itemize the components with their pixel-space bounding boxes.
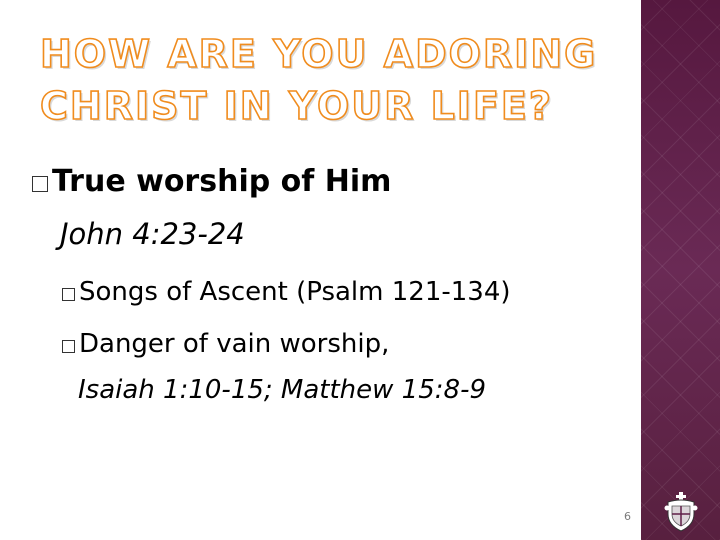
slide-title-line-1: HOW ARE YOU ADORING <box>40 32 598 76</box>
bullet-box-icon <box>62 288 75 301</box>
sub-bullet-2 <box>62 326 389 362</box>
sub-bullet-2-reference: Isaiah 1:10-15; Matthew 15:8-9 <box>78 375 486 405</box>
bullet-box-icon <box>62 340 75 353</box>
bullet-box-icon <box>32 176 48 192</box>
slide-title-line-2: CHRIST IN YOUR LIFE? <box>40 84 553 128</box>
decorative-side-band <box>641 0 720 540</box>
sub-bullet-1-label: Songs of Ascent (Psalm 121-134) <box>79 277 511 307</box>
crest-emblem-icon <box>664 492 698 532</box>
main-bullet <box>32 162 391 202</box>
sub-bullet-1 <box>62 274 511 310</box>
main-bullet-reference: John 4:23-24 <box>60 217 245 251</box>
sub-bullet-2-label: Danger of vain worship, <box>79 329 390 359</box>
slide-title <box>40 28 600 132</box>
page-number: 6 <box>624 510 631 523</box>
main-bullet-label: True worship of Him <box>52 164 392 199</box>
